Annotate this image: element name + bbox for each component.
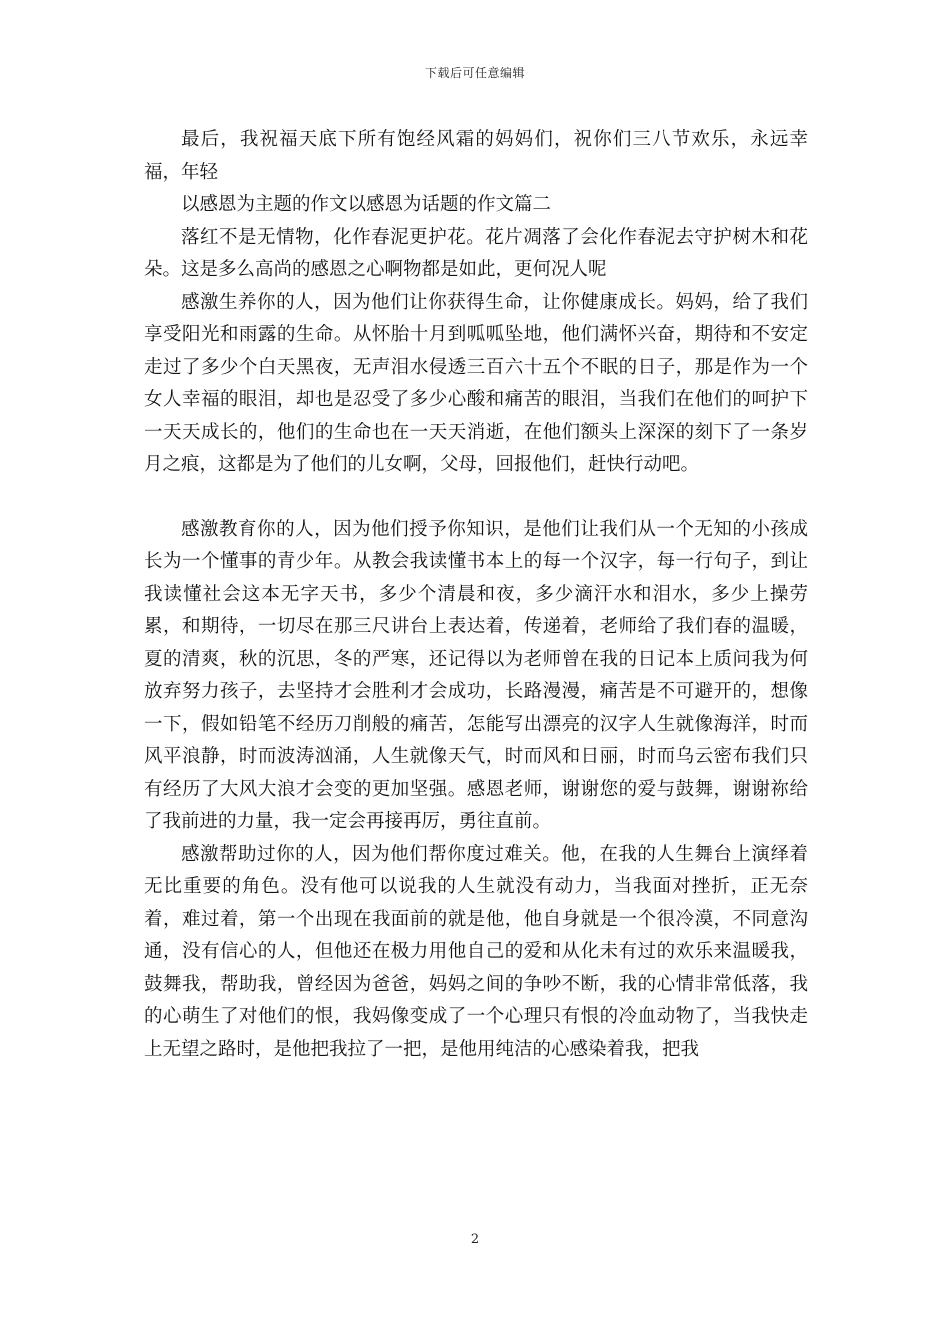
document-body [144, 124, 808, 1066]
paragraph-intro: 落红不是无情物，化作春泥更护花。花片凋落了会化作春泥去守护树木和花朵。这是多么高尚的感恩之心啊物都是如此，更何况人呢 [144, 226, 808, 280]
essay-title: 以感恩为主题的作文以感恩为话题的作文篇二 [181, 194, 552, 215]
paragraph-closing: 最后，我祝福天底下所有饱经风霜的妈妈们，祝你们三八节欢乐，永远幸福，年轻 [144, 129, 808, 183]
paragraph-teachers: 感激教育你的人，因为他们授予你知识，是他们让我们从一个无知的小孩成长为一个懂事的青少年。从教会我读懂书本上的每一个汉字，每一行句子，到让我读懂社会这本无字天书，多少个清晨和夜，多少滴汗水和泪水，多少上操劳累，和期待，一切尽在那三尺讲台上表达着，传递着，老师给了我们春的温暖，夏的清爽，秋的沉思，冬的严寒，还记得以为老师曾在我的日记本上质问我为何放弃努力孩子，去坚持才会胜利才会成功，长路漫漫，痛苦是不可避开的，想像一下，假如铅笔不经历刀削般的痛苦，怎能写出漂亮的汉字人生就像海洋，时而风平浪静，时而波涛汹涌，人生就像天气，时而风和日丽，时而乌云密布我们只有经历了大风大浪才会变的更加坚强。感恩老师，谢谢您的爱与鼓舞，谢谢祢给了我前进的力量，我一定会再接再厉，勇往直前。 [144, 518, 808, 832]
paragraph-parents: 感激生养你的人，因为他们让你获得生命，让你健康成长。妈妈，给了我们享受阳光和雨露的生命。从怀胎十月到呱呱坠地，他们满怀兴奋，期待和不安定走过了多少个白天黑夜，无声泪水侵透三百六十五个不眠的日子，那是作为一个女人幸福的眼泪，却也是忍受了多少心酸和痛苦的眼泪，当我们在他们的呵护下一天天成长的，他们的生命也在一天天消逝，在他们额头上深深的刻下了一条岁月之痕，这都是为了他们的儿女啊，父母，回报他们，赶快行动吧。 [144, 291, 808, 475]
page-number: 2 [470, 1232, 480, 1247]
page-header: 下载后可任意编辑 [424, 66, 525, 80]
paragraph-helpers: 感激帮助过你的人，因为他们帮你度过难关。他，在我的人生舞台上演绎着无比重要的角色。没有他可以说我的人生就没有动力，当我面对挫折，正无奈着，难过着，第一个出现在我面前的就是他，他自身就是一个很冷漠，不同意沟通，没有信心的人，但他还在极力用他自己的爱和从化未有过的欢乐来温暖我，鼓舞我，帮助我，曾经因为爸爸，妈妈之间的争吵不断，我的心情非常低落，我的心萌生了对他们的恨，我妈像变成了一个心理只有恨的冷血动物了，当我快走上无望之路时，是他把我拉了一把，是他用纯洁的心感染着我，把我 [144, 843, 808, 1060]
paragraph-spacer [144, 482, 808, 514]
